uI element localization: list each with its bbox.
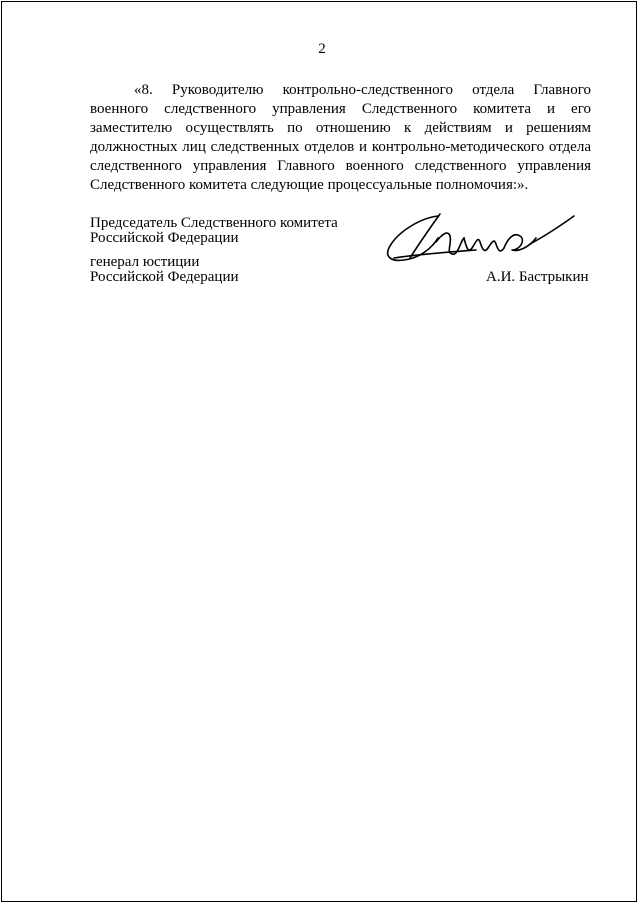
signatory-rank <box>90 255 239 285</box>
page-number: 2 <box>318 41 326 57</box>
main-paragraph: «8. Руководителю контрольно-следственного отдела Главного военного следственного управления Следственного комитета и его заместителю осуществлять по отношению к действиям и решениям должностных лиц следственных отделов и контрольно-методического отдела следственного управления Главного военного следственного управления Следственного комитета следующие процессуальные полномочия:». <box>90 82 591 193</box>
rank-line-2: Российской Федерации <box>90 269 239 285</box>
rank-line-1: генерал юстиции <box>90 254 200 270</box>
signatory-position <box>90 216 338 246</box>
position-line-2: Российской Федерации <box>90 230 239 246</box>
signer-name: А.И. Бастрыкин <box>486 269 589 285</box>
document-page <box>1 1 637 902</box>
position-line-1: Председатель Следственного комитета <box>90 215 338 231</box>
handwritten-signature <box>380 208 578 270</box>
